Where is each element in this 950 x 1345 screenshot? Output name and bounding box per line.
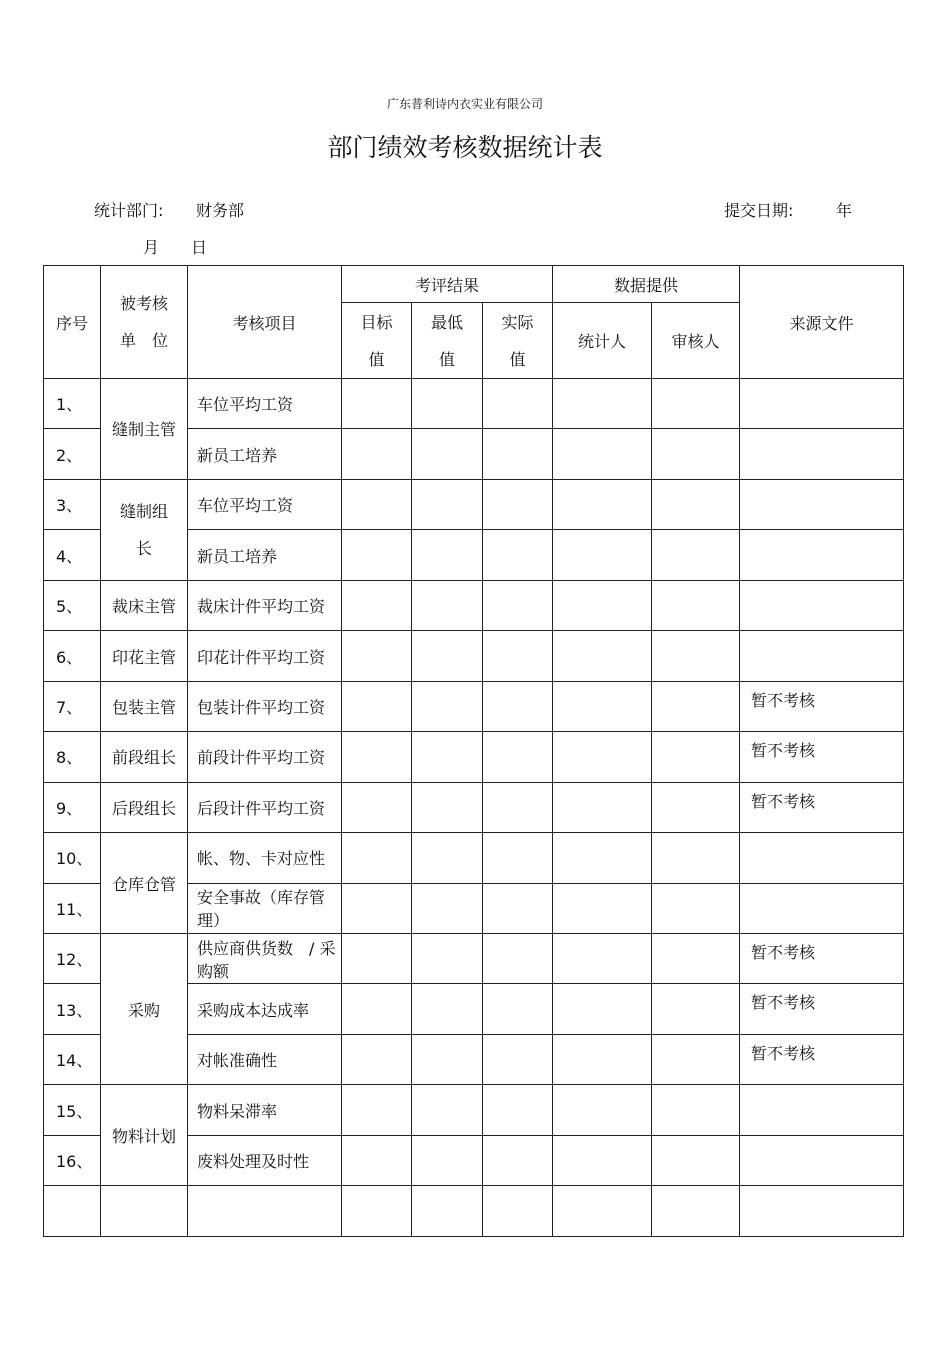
header-target: [342, 303, 412, 379]
target-cell[interactable]: [342, 1135, 412, 1185]
target-cell[interactable]: [342, 530, 412, 580]
row-item: 包装计件平均工资: [188, 681, 342, 731]
reviewer-cell[interactable]: [652, 883, 740, 933]
unit-cell: 采购: [101, 934, 188, 1085]
empty-unit-cell[interactable]: [101, 1186, 188, 1237]
header-unit-line1: 被考核: [119, 294, 168, 314]
table-row: [44, 782, 904, 832]
row-item: 物料呆滞率: [188, 1085, 342, 1135]
row-seq: 12、: [44, 934, 101, 984]
statistics-table: [43, 265, 904, 1237]
header-actual-line2: 值: [509, 349, 526, 369]
actual-cell[interactable]: [483, 934, 553, 984]
stat-person-cell[interactable]: [553, 631, 652, 681]
target-cell[interactable]: [342, 934, 412, 984]
row-seq: 10、: [44, 833, 101, 883]
unit-cell: 物料计划: [101, 1085, 188, 1186]
header-actual: [483, 303, 553, 379]
row-seq: 16、: [44, 1135, 101, 1185]
target-cell[interactable]: [342, 429, 412, 479]
stat-person-cell[interactable]: [553, 833, 652, 883]
header-unit: [101, 266, 188, 379]
reviewer-cell[interactable]: [652, 580, 740, 630]
target-cell[interactable]: [342, 631, 412, 681]
header-target-line2: 值: [368, 349, 385, 369]
unit-cell: 仓库仓管: [101, 833, 188, 934]
empty-source-cell[interactable]: [740, 1186, 904, 1237]
table-row: [44, 1085, 904, 1135]
row-seq: 5、: [44, 580, 101, 630]
min-cell[interactable]: [412, 934, 483, 984]
row-seq: 3、: [44, 479, 101, 529]
row-seq: 13、: [44, 984, 101, 1034]
stat-person-cell[interactable]: [553, 479, 652, 529]
row-seq: 2、: [44, 429, 101, 479]
target-cell[interactable]: [342, 479, 412, 529]
unit-cell: 印花主管: [101, 631, 188, 681]
reviewer-cell[interactable]: [652, 1034, 740, 1084]
source-cell[interactable]: [740, 883, 904, 933]
reviewer-cell[interactable]: [652, 631, 740, 681]
stat-person-cell[interactable]: [553, 1034, 652, 1084]
row-seq: 14、: [44, 1034, 101, 1084]
header-min-line1: 最低: [430, 312, 463, 332]
actual-cell[interactable]: [483, 984, 553, 1034]
dept-value: 财务部: [196, 201, 245, 220]
source-cell[interactable]: 暂不考核: [740, 984, 904, 1034]
min-cell[interactable]: [412, 429, 483, 479]
min-cell[interactable]: [412, 883, 483, 933]
table-row: [44, 580, 904, 630]
stat-person-cell[interactable]: [553, 429, 652, 479]
page-title: 部门绩效考核数据统计表: [327, 133, 603, 162]
header-reviewer: 审核人: [652, 303, 740, 379]
target-cell[interactable]: [342, 883, 412, 933]
actual-cell[interactable]: [483, 732, 553, 782]
reviewer-cell[interactable]: [652, 1085, 740, 1135]
min-cell[interactable]: [412, 631, 483, 681]
target-cell[interactable]: [342, 1034, 412, 1084]
stat-person-cell[interactable]: [553, 732, 652, 782]
row-item: 前段计件平均工资: [188, 732, 342, 782]
actual-cell[interactable]: [483, 883, 553, 933]
header-stat-person: 统计人: [553, 303, 652, 379]
submit-date-label: 提交日期:: [724, 201, 794, 220]
actual-cell[interactable]: [483, 1034, 553, 1084]
header-unit-line2: 单 位: [119, 331, 168, 351]
row-item: 采购成本达成率: [188, 984, 342, 1034]
reviewer-cell[interactable]: [652, 429, 740, 479]
company-name: 广东普利诗内衣实业有限公司: [386, 97, 543, 111]
unit-line2: 长: [135, 538, 152, 558]
row-seq: 1、: [44, 379, 101, 429]
source-cell[interactable]: 暂不考核: [740, 681, 904, 731]
source-cell[interactable]: 暂不考核: [740, 1034, 904, 1084]
min-cell[interactable]: [412, 530, 483, 580]
stat-person-cell[interactable]: [553, 580, 652, 630]
reviewer-cell[interactable]: [652, 681, 740, 731]
actual-cell[interactable]: [483, 833, 553, 883]
stat-person-cell[interactable]: [553, 782, 652, 832]
min-cell[interactable]: [412, 379, 483, 429]
stat-person-cell[interactable]: [553, 934, 652, 984]
reviewer-cell[interactable]: [652, 479, 740, 529]
reviewer-cell[interactable]: [652, 379, 740, 429]
reviewer-cell[interactable]: [652, 833, 740, 883]
stat-person-cell[interactable]: [553, 530, 652, 580]
actual-cell[interactable]: [483, 379, 553, 429]
reviewer-cell[interactable]: [652, 984, 740, 1034]
empty-row: [44, 1186, 904, 1237]
stat-person-cell[interactable]: [553, 883, 652, 933]
row-item: 印花计件平均工资: [188, 631, 342, 681]
header-min: [412, 303, 483, 379]
table-row: [44, 479, 904, 529]
table-row: [44, 732, 904, 782]
target-cell[interactable]: [342, 732, 412, 782]
table-row: [44, 631, 904, 681]
source-cell[interactable]: [740, 1135, 904, 1185]
source-cell[interactable]: 暂不考核: [740, 732, 904, 782]
stat-person-cell[interactable]: [553, 1085, 652, 1135]
target-cell[interactable]: [342, 1085, 412, 1135]
actual-cell[interactable]: [483, 782, 553, 832]
min-cell[interactable]: [412, 479, 483, 529]
unit-cell: 前段组长: [101, 732, 188, 782]
row-seq: 15、: [44, 1085, 101, 1135]
source-cell[interactable]: [740, 833, 904, 883]
empty-seq-cell[interactable]: [44, 1186, 101, 1237]
reviewer-cell[interactable]: [652, 732, 740, 782]
row-item: 供应商供货数 / 采购额: [188, 934, 342, 984]
row-seq: 8、: [44, 732, 101, 782]
table-row: [44, 379, 904, 429]
year-label: 年: [836, 201, 853, 220]
target-cell[interactable]: [342, 580, 412, 630]
row-item: 废料处理及时性: [188, 1135, 342, 1185]
empty-item-cell[interactable]: [188, 1186, 342, 1237]
row-seq: 4、: [44, 530, 101, 580]
stat-person-cell[interactable]: [553, 1135, 652, 1185]
reviewer-cell[interactable]: [652, 530, 740, 580]
stat-person-cell[interactable]: [553, 379, 652, 429]
source-cell[interactable]: [740, 580, 904, 630]
dept-label: 统计部门:: [94, 201, 164, 220]
header-actual-line1: 实际: [501, 312, 534, 332]
actual-cell[interactable]: [483, 580, 553, 630]
row-seq: 7、: [44, 681, 101, 731]
stat-person-cell[interactable]: [553, 984, 652, 1034]
source-cell[interactable]: [740, 631, 904, 681]
target-cell[interactable]: [342, 833, 412, 883]
reviewer-cell[interactable]: [652, 934, 740, 984]
table-row: [44, 681, 904, 731]
month-label: 月: [143, 238, 160, 257]
min-cell[interactable]: [412, 681, 483, 731]
actual-cell[interactable]: [483, 530, 553, 580]
row-item: 车位平均工资: [188, 379, 342, 429]
source-cell[interactable]: 暂不考核: [740, 934, 904, 984]
header-source: 来源文件: [740, 266, 904, 379]
day-label: 日: [191, 238, 208, 257]
target-cell[interactable]: [342, 681, 412, 731]
table-row: [44, 833, 904, 883]
min-cell[interactable]: [412, 1034, 483, 1084]
empty-min-cell[interactable]: [412, 1186, 483, 1237]
source-cell[interactable]: [740, 429, 904, 479]
min-cell[interactable]: [412, 1085, 483, 1135]
row-item: 对帐准确性: [188, 1034, 342, 1084]
row-item: 车位平均工资: [188, 479, 342, 529]
source-cell[interactable]: [740, 379, 904, 429]
unit-cell: 包装主管: [101, 681, 188, 731]
row-seq: 6、: [44, 631, 101, 681]
header-min-line2: 值: [438, 349, 455, 369]
empty-stat-person-cell[interactable]: [553, 1186, 652, 1237]
unit-cell: [101, 479, 188, 580]
target-cell[interactable]: [342, 984, 412, 1034]
row-seq: 9、: [44, 782, 101, 832]
row-item: 新员工培养: [188, 530, 342, 580]
header-item: 考核项目: [188, 266, 342, 379]
header-eval-group: 考评结果: [342, 266, 553, 303]
source-cell[interactable]: [740, 1085, 904, 1135]
row-item: 后段计件平均工资: [188, 782, 342, 832]
stat-person-cell[interactable]: [553, 681, 652, 731]
row-item: 帐、物、卡对应性: [188, 833, 342, 883]
actual-cell[interactable]: [483, 1135, 553, 1185]
actual-cell[interactable]: [483, 479, 553, 529]
source-cell[interactable]: [740, 530, 904, 580]
row-item: 裁床计件平均工资: [188, 580, 342, 630]
target-cell[interactable]: [342, 379, 412, 429]
target-cell[interactable]: [342, 782, 412, 832]
actual-cell[interactable]: [483, 429, 553, 479]
actual-cell[interactable]: [483, 681, 553, 731]
source-cell[interactable]: 暂不考核: [740, 782, 904, 832]
unit-cell: 裁床主管: [101, 580, 188, 630]
actual-cell[interactable]: [483, 631, 553, 681]
row-item: 新员工培养: [188, 429, 342, 479]
min-cell[interactable]: [412, 580, 483, 630]
header-target-line1: 目标: [360, 312, 393, 332]
min-cell[interactable]: [412, 732, 483, 782]
min-cell[interactable]: [412, 833, 483, 883]
header-data-group: 数据提供: [553, 266, 740, 303]
unit-line1: 缝制组: [119, 501, 168, 521]
row-seq: 11、: [44, 883, 101, 933]
empty-actual-cell[interactable]: [483, 1186, 553, 1237]
empty-target-cell[interactable]: [342, 1186, 412, 1237]
min-cell[interactable]: [412, 782, 483, 832]
table-row: [44, 934, 904, 984]
min-cell[interactable]: [412, 984, 483, 1034]
unit-cell: 缝制主管: [101, 379, 188, 480]
actual-cell[interactable]: [483, 1085, 553, 1135]
reviewer-cell[interactable]: [652, 1135, 740, 1185]
row-item: 安全事故（库存管理）: [188, 883, 342, 933]
empty-reviewer-cell[interactable]: [652, 1186, 740, 1237]
min-cell[interactable]: [412, 1135, 483, 1185]
reviewer-cell[interactable]: [652, 782, 740, 832]
unit-cell: 后段组长: [101, 782, 188, 832]
source-cell[interactable]: [740, 479, 904, 529]
header-seq: 序号: [44, 266, 101, 379]
